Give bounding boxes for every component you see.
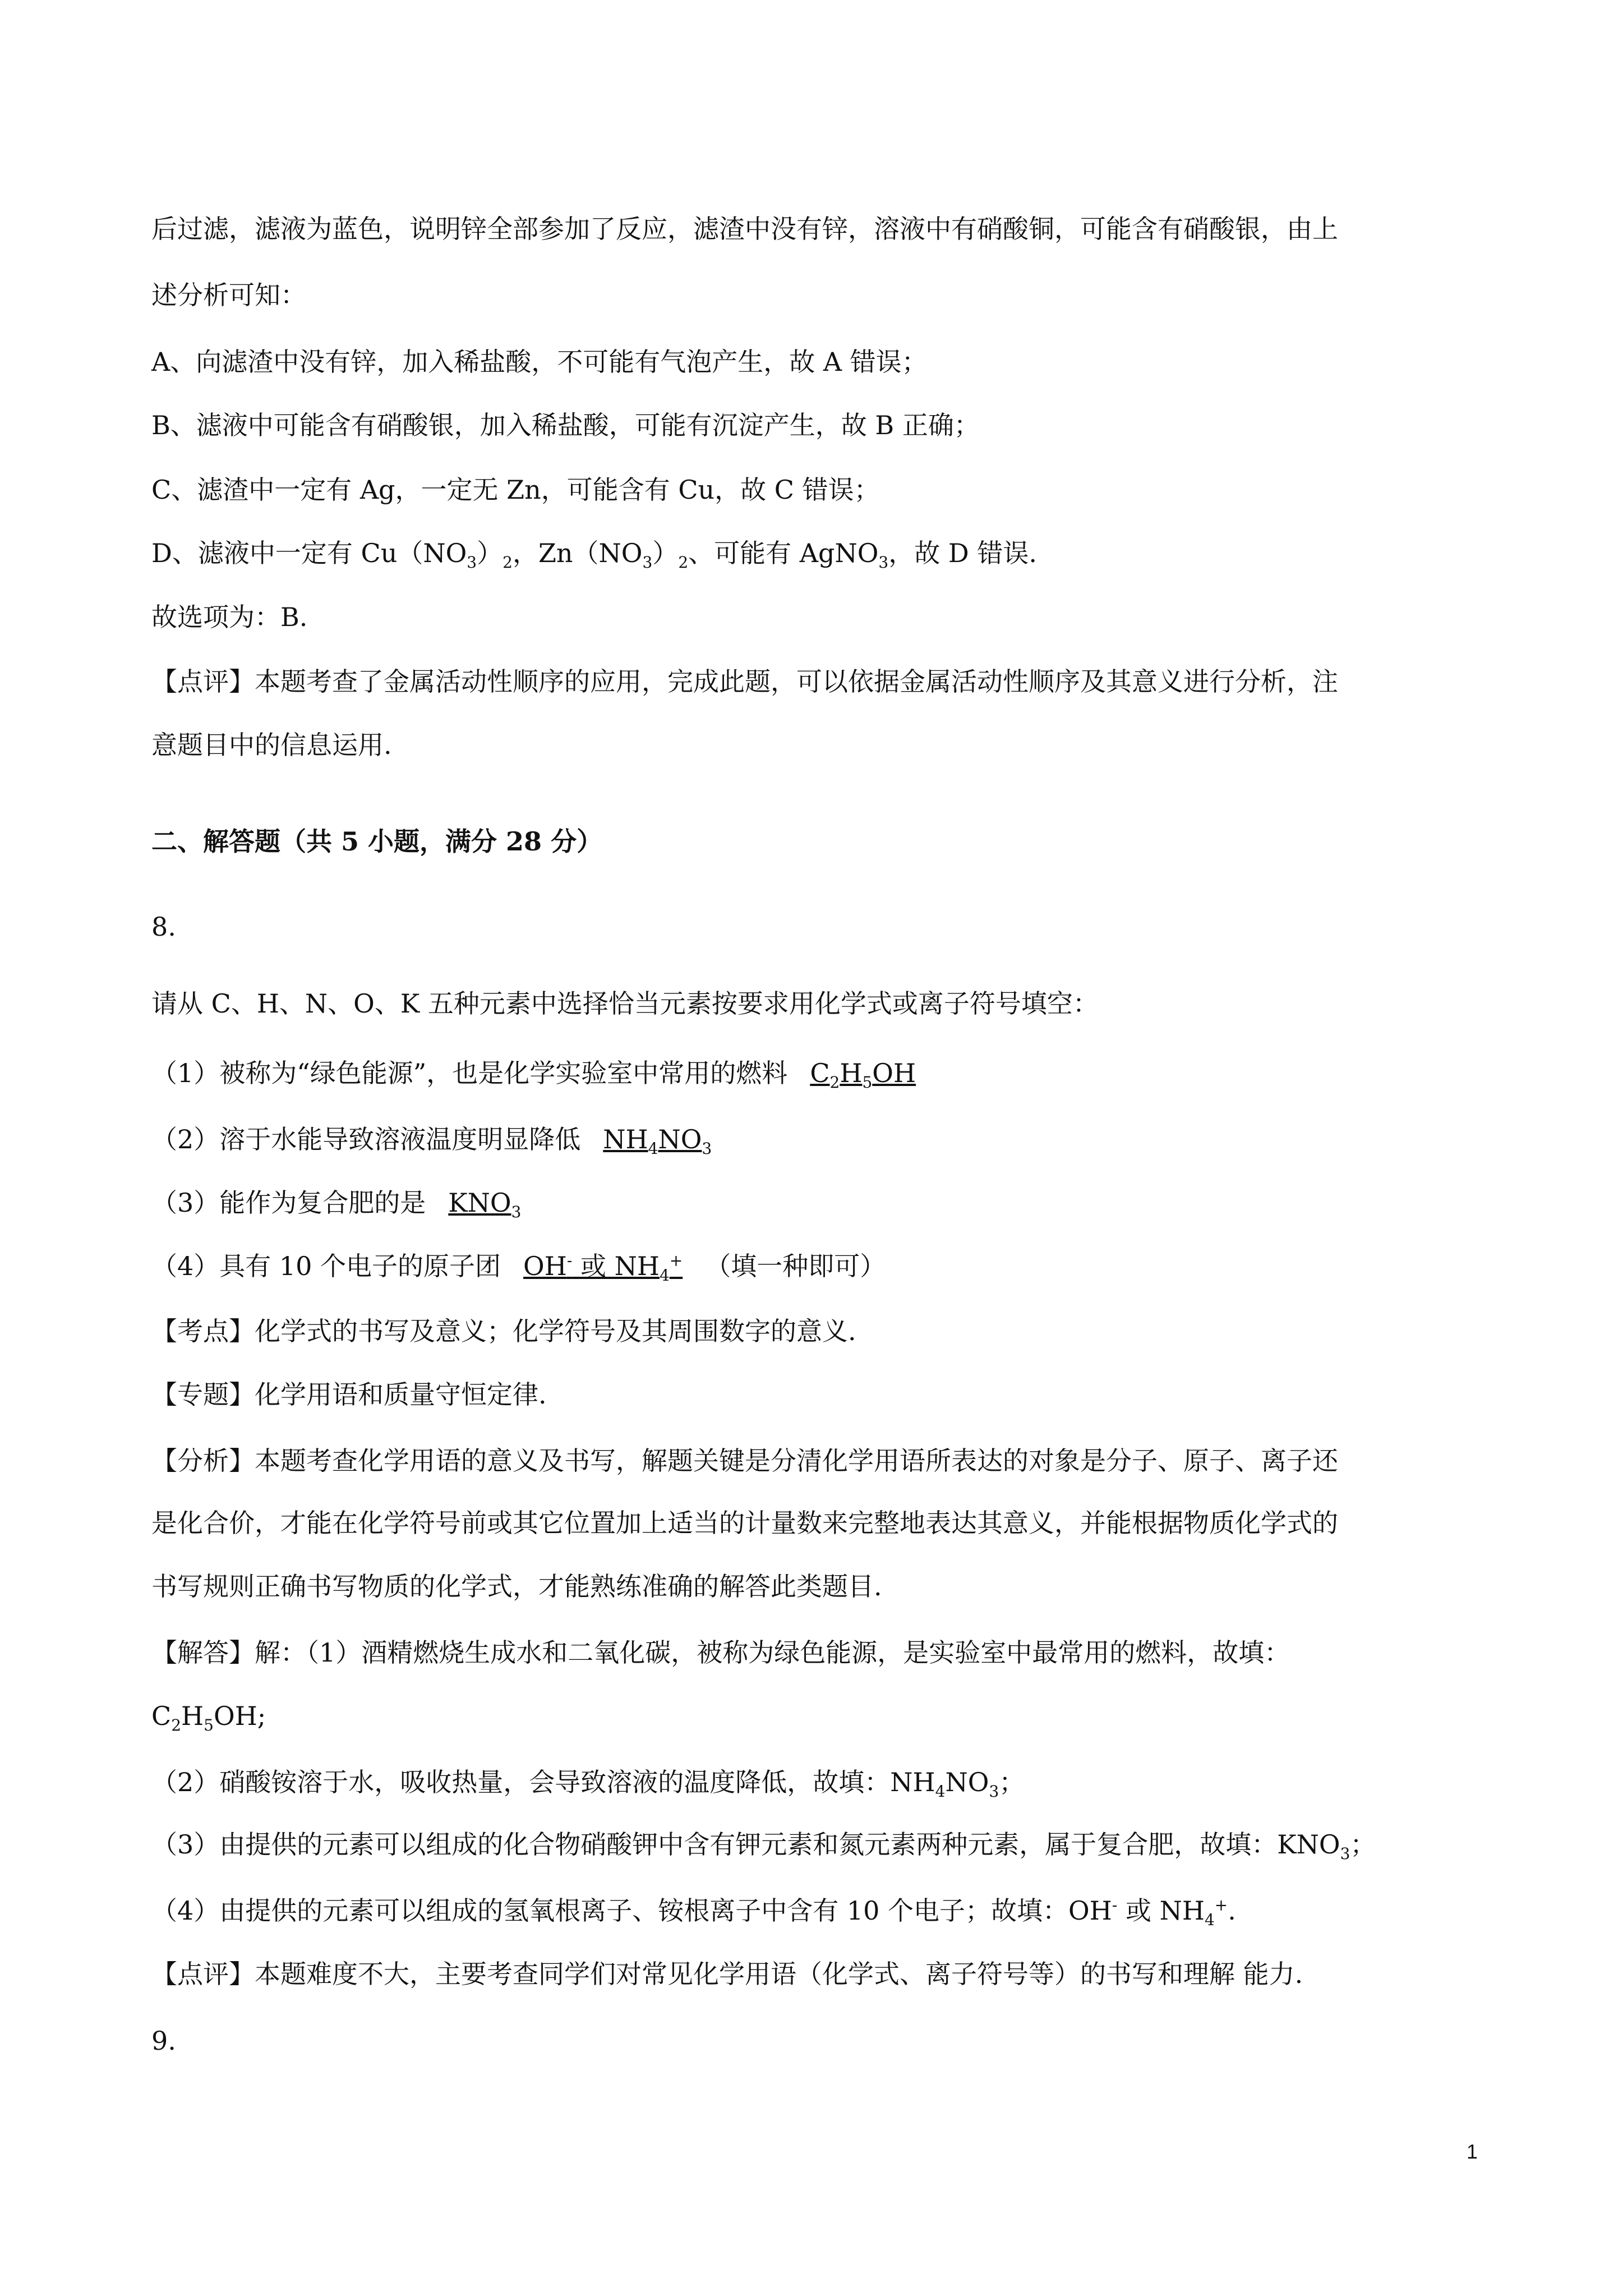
t: 或 NH [572,1251,660,1281]
solution-line [151,1894,1236,1930]
t: NO [945,1767,989,1797]
sub-question-2 [151,1122,734,1156]
review-line: 【点评】本题难度不大，主要考查同学们对常见化学用语（化学式、离子符号等）的书写和理解 能力. [151,1959,1303,1989]
t: （2）硝酸铵溶于水，吸收热量，会导致溶液的温度降低，故填：NH [151,1767,935,1797]
option-b-analysis: B、滤液中可能含有硝酸银，加入稀盐酸，可能有沉淀产生，故 B 正确； [151,410,980,440]
t: 2 [171,1716,182,1735]
t: - [566,1251,573,1270]
t: 5 [862,1073,873,1092]
t: ） [477,538,503,568]
answer-line: 故选项为：B. [151,602,308,632]
review-line: 意题目中的信息运用. [151,730,392,760]
t: H [840,1058,863,1088]
t: 3 [878,553,889,572]
kaodian-line: 【考点】化学式的书写及意义；化学符号及其周围数字的意义. [151,1316,856,1346]
t: 、可能有 AgNO [688,538,879,568]
answer-blank [501,1251,705,1285]
t: + [669,1251,683,1270]
t: 4 [1204,1911,1215,1930]
t: （4）由提供的元素可以组成的氢氧根离子、铵根离子中含有 10 个电子；故填：OH [151,1895,1112,1926]
t: NH [603,1124,648,1154]
t: H [181,1701,204,1731]
t: 3 [989,1782,999,1801]
t: 3 [702,1139,712,1158]
t: + [1214,1895,1228,1915]
t: 4 [648,1139,658,1158]
question-stem: 请从 C、H、N、O、K 五种元素中选择恰当元素按要求用化学式或离子符号填空： [151,988,1099,1019]
t: ； [1350,1829,1376,1860]
t: 3 [511,1203,522,1222]
solution-line [151,1828,1376,1864]
t: 4 [935,1782,946,1801]
t: （填一种即可） [705,1251,886,1281]
t: （4）具有 10 个电子的原子团 [151,1251,501,1281]
zhuanti-line: 【专题】化学用语和质量守恒定律. [151,1379,547,1410]
t: KNO [448,1188,511,1218]
t: 3 [1340,1844,1350,1864]
t: 2 [502,553,513,572]
question-number: 9. [151,2026,176,2056]
answer-blank [787,1058,938,1092]
review-line: 【点评】本题考查了金属活动性顺序的应用，完成此题，可以依据金属活动性顺序及其意义进行分析，注 [151,666,1338,697]
t: 2 [829,1073,840,1092]
option-a-analysis: A、向滤渣中没有锌，加入稀盐酸，不可能有气泡产生，故 A 错误； [151,347,928,377]
t: （3）由提供的元素可以组成的化合物硝酸钾中含有钾元素和氮元素两种元素，属于复合肥，故填：KNO [151,1829,1340,1860]
option-c-analysis: C、滤渣中一定有 Ag，一定无 Zn，可能含有 Cu，故 C 错误； [151,475,880,505]
t: C [810,1058,830,1088]
solution-line: 【解答】解：（1）酒精燃烧生成水和二氧化碳，被称为绿色能源，是实验室中最常用的燃料，故填： [151,1637,1290,1668]
option-d-analysis [151,536,1037,570]
section-heading: 二、解答题（共 5 小题，满分 28 分） [151,826,603,857]
t: OH; [213,1701,266,1731]
t: 或 NH [1117,1895,1205,1926]
t: （2）溶于水能导致溶液温度明显降低 [151,1124,581,1154]
analysis-line: 【分析】本题考查化学用语的意义及书写，解题关键是分清化学用语所表达的对象是分子、原子、离子还 [151,1446,1338,1476]
t: 2 [678,553,689,572]
answer-blank [580,1124,734,1158]
t: ； [999,1767,1025,1797]
text-line: 述分析可知： [151,280,306,310]
t: 3 [467,553,477,572]
sub-question-3 [151,1186,543,1220]
t: ，Zn（NO [512,538,643,568]
answer-blank [426,1188,543,1222]
solution-line [151,1699,266,1733]
t: NO [658,1124,702,1154]
sub-question-1 [151,1056,938,1090]
t: OH [523,1251,567,1281]
text-line: 后过滤，滤液为蓝色，说明锌全部参加了反应，滤渣中没有锌，溶液中有硝酸铜，可能含有硝酸银，由上 [151,214,1338,244]
t: 5 [204,1716,214,1735]
question-number: 8. [151,912,176,942]
solution-line [151,1765,1025,1799]
t: C [151,1701,172,1731]
page-number: 1 [1467,2140,1478,2163]
t: ） [652,538,679,568]
analysis-line: 是化合价，才能在化学符号前或其它位置加上适当的计量数来完整地表达其意义，并能根据物质化学式的 [151,1508,1338,1538]
t: （3）能作为复合肥的是 [151,1188,426,1218]
t: ，故 D 错误. [888,538,1037,568]
t: D、滤液中一定有 Cu（NO [151,538,467,568]
t: 4 [659,1266,670,1285]
analysis-line: 书写规则正确书写物质的化学式，才能熟练准确的解答此类题目. [151,1571,882,1602]
t: （1）被称为“绿色能源”，也是化学实验室中常用的燃料 [151,1058,788,1088]
t: . [1228,1895,1236,1926]
sub-question-4 [151,1249,886,1283]
t: - [1112,1895,1118,1915]
t: 3 [642,553,653,572]
t: OH [872,1058,916,1088]
